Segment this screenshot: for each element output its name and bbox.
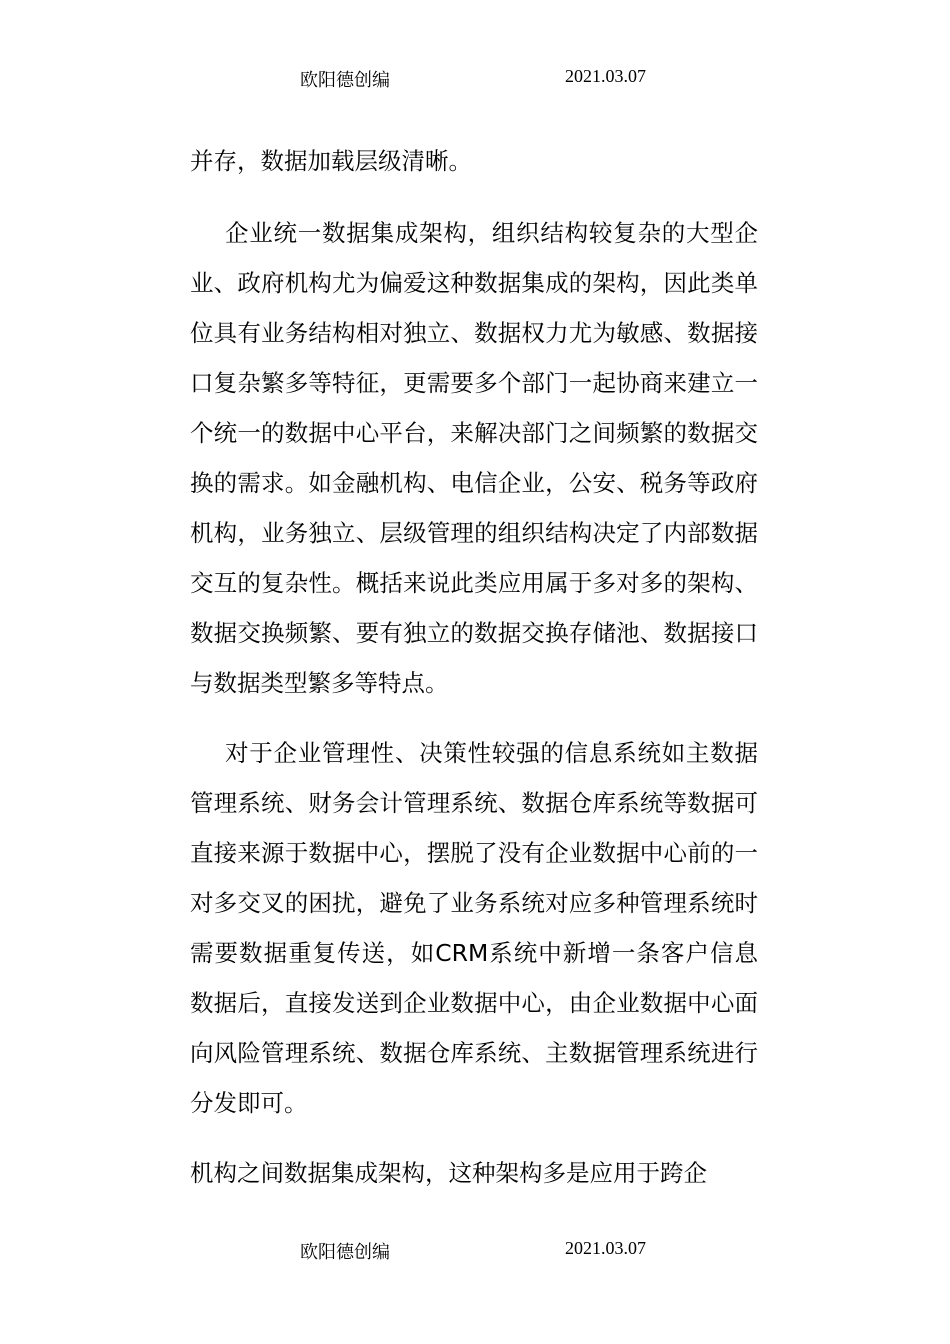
header-author: 欧阳德创编 <box>300 70 390 91</box>
footer-author: 欧阳德创编 <box>300 1242 390 1263</box>
footer-date: 2021.03.07 <box>565 1238 646 1258</box>
paragraph-management-systems: 对于企业管理性、决策性较强的信息系统如主数据管理系统、财务会计管理系统、数据仓库系统等数据可直接来源于数据中心，摆脱了没有企业数据中心前的一对多交叉的困扰，避免了业务系统对应多种管理系统时需要数据重复传送，如CRM系统中新增一条客户信息数据后，直接发送到企业数据中心，由企业数据中心面向风险管理系统、数据仓库系统、主数据管理系统进行分发即可。 <box>190 739 758 1117</box>
paragraph-unified-integration: 企业统一数据集成架构，组织结构较复杂的大型企业、政府机构尤为偏爱这种数据集成的架构，因此类单位具有业务结构相对独立、数据权力尤为敏感、数据接口复杂繁多等特征，更需要多个部门一起协商来建立一个统一的数据中心平台，来解决部门之间频繁的数据交换的需求。如金融机构、电信企业，公安、税务等政府机构，业务独立、层级管理的组织结构决定了内部数据交互的复杂性。概括来说此类应用属于多对多的架构、数据交换频繁、要有独立的数据交换存储池、数据接口与数据类型繁多等特点。 <box>190 219 758 697</box>
page-header <box>0 66 950 96</box>
paragraph-continuation: 并存，数据加载层级清晰。 <box>190 147 472 175</box>
document-body <box>190 136 758 1198</box>
paragraph-inter-org-integration: 机构之间数据集成架构，这种架构多是应用于跨企 <box>190 1159 707 1187</box>
header-date: 2021.03.07 <box>565 66 646 86</box>
page-footer <box>0 1238 950 1268</box>
